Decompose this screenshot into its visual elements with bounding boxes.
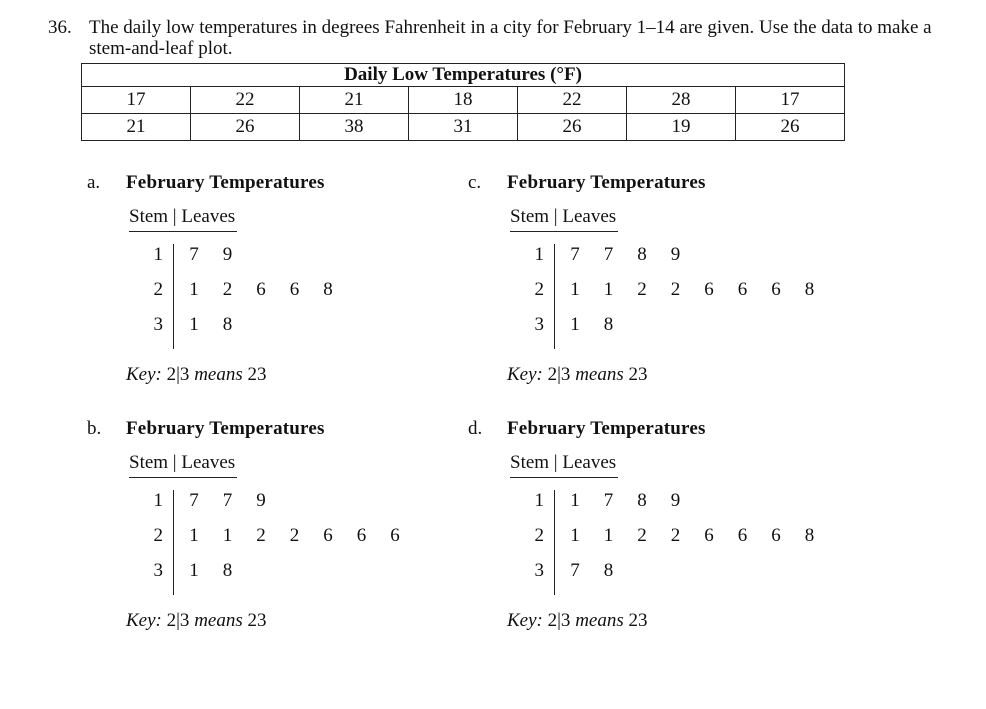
stem-value: 2	[153, 279, 163, 300]
option-letter: a.	[87, 172, 101, 193]
key-value: 2|3	[166, 610, 190, 631]
stem-value: 1	[534, 244, 544, 265]
table-cell: 17	[82, 87, 191, 114]
key-result: 23	[628, 610, 648, 631]
stem-value: 3	[153, 314, 163, 335]
table-cell: 22	[518, 87, 627, 114]
table-cell: 38	[300, 114, 409, 141]
plot-title: February Temperatures	[507, 418, 706, 439]
leaf-value: 1	[570, 279, 580, 300]
key-result: 23	[628, 364, 648, 385]
leaf-value: 2	[670, 525, 681, 546]
stem-value: 2	[534, 279, 544, 300]
leaf-value: 6	[771, 525, 781, 546]
leaf-value: 8	[804, 279, 815, 300]
leaf-value: 6	[390, 525, 400, 546]
leaf-value: 7	[603, 490, 614, 511]
table-cell: 17	[736, 87, 845, 114]
plot-row	[526, 560, 866, 584]
key-means: means	[194, 364, 243, 385]
option-b[interactable]	[87, 418, 487, 648]
stem-leaf-plot	[526, 490, 866, 595]
stem-value: 1	[153, 244, 163, 265]
option-letter: c.	[468, 172, 482, 193]
option-d[interactable]	[468, 418, 868, 648]
leaf-value: 7	[603, 244, 614, 265]
question-number: 36.	[48, 17, 72, 38]
leaf-value: 7	[189, 490, 199, 511]
stem-value: 3	[534, 314, 544, 335]
table-cell: 21	[300, 87, 409, 114]
key-label: Key:	[507, 610, 543, 631]
table-cell: 26	[518, 114, 627, 141]
temperature-table	[81, 63, 845, 141]
leaf-value: 8	[323, 279, 333, 300]
leaf-value: 1	[189, 279, 199, 300]
leaf-value: 1	[189, 525, 199, 546]
table-title: Daily Low Temperatures (°F)	[82, 64, 845, 87]
table-cell: 26	[736, 114, 845, 141]
leaf-value: 6	[737, 525, 748, 546]
key-result: 23	[247, 610, 267, 631]
stem-value: 2	[534, 525, 544, 546]
plot-title: February Temperatures	[126, 418, 325, 439]
leaf-value: 1	[189, 314, 199, 335]
table-row	[82, 87, 845, 114]
key-label: Key:	[126, 364, 162, 385]
leaf-value: 6	[737, 279, 748, 300]
table-cell: 28	[627, 87, 736, 114]
table-cell: 26	[191, 114, 300, 141]
plot-row	[526, 525, 866, 549]
option-letter: d.	[468, 418, 483, 439]
table-cell: 31	[409, 114, 518, 141]
stem-leaf-plot	[526, 244, 866, 349]
plot-row	[526, 279, 866, 303]
key-result: 23	[247, 364, 267, 385]
key-value: 2|3	[547, 364, 571, 385]
plot-key	[126, 364, 267, 386]
table-cell: 18	[409, 87, 518, 114]
leaf-value: 2	[637, 525, 647, 546]
plot-header: Stem | Leaves	[510, 452, 618, 478]
stem-leaf-plot	[145, 244, 485, 349]
leaf-value: 8	[603, 560, 614, 581]
key-value: 2|3	[547, 610, 571, 631]
leaf-value: 1	[603, 525, 614, 546]
plot-row	[526, 244, 866, 268]
leaf-value: 2	[670, 279, 681, 300]
key-means: means	[575, 364, 624, 385]
leaf-value: 8	[804, 525, 815, 546]
plot-key	[507, 610, 648, 632]
leaf-value: 1	[189, 560, 199, 581]
leaf-value: 8	[603, 314, 614, 335]
option-a[interactable]	[87, 172, 487, 402]
leaf-value: 1	[570, 525, 580, 546]
leaf-value: 9	[222, 244, 233, 265]
plot-key	[126, 610, 267, 632]
leaf-value: 9	[670, 490, 681, 511]
stem-value: 1	[153, 490, 163, 511]
table-cell: 19	[627, 114, 736, 141]
leaf-value: 1	[570, 490, 580, 511]
plot-header: Stem | Leaves	[510, 206, 618, 232]
key-means: means	[575, 610, 624, 631]
plot-row	[145, 279, 485, 303]
leaf-value: 6	[289, 279, 300, 300]
plot-row	[145, 244, 485, 268]
plot-title: February Temperatures	[126, 172, 325, 193]
leaf-value: 2	[637, 279, 647, 300]
leaf-value: 8	[637, 244, 647, 265]
key-label: Key:	[126, 610, 162, 631]
plot-row	[526, 314, 866, 338]
table-cell: 21	[82, 114, 191, 141]
stem-value: 1	[534, 490, 544, 511]
leaf-value: 6	[323, 525, 333, 546]
leaf-value: 2	[256, 525, 266, 546]
stem-leaf-plot	[145, 490, 485, 595]
leaf-value: 7	[570, 560, 580, 581]
leaf-value: 1	[222, 525, 233, 546]
plot-row	[145, 525, 485, 549]
leaf-value: 2	[289, 525, 300, 546]
stem-value: 3	[534, 560, 544, 581]
option-letter: b.	[87, 418, 102, 439]
leaf-value: 6	[771, 279, 781, 300]
plot-row	[145, 560, 485, 584]
table-cell: 22	[191, 87, 300, 114]
stem-value: 2	[153, 525, 163, 546]
leaf-value: 6	[256, 279, 266, 300]
question-text: The daily low temperatures in degrees Fahrenheit in a city for February 1–14 are given. Use the data to make a stem-and-leaf plot.	[89, 17, 932, 59]
plot-row	[145, 490, 485, 514]
leaf-value: 6	[356, 525, 367, 546]
key-label: Key:	[507, 364, 543, 385]
leaf-value: 8	[637, 490, 647, 511]
leaf-value: 1	[570, 314, 580, 335]
leaf-value: 8	[222, 314, 233, 335]
option-c[interactable]	[468, 172, 868, 402]
key-means: means	[194, 610, 243, 631]
leaf-value: 8	[222, 560, 233, 581]
table-row	[82, 114, 845, 141]
stem-value: 3	[153, 560, 163, 581]
key-value: 2|3	[166, 364, 190, 385]
leaf-value: 1	[603, 279, 614, 300]
plot-header: Stem | Leaves	[129, 206, 237, 232]
plot-header: Stem | Leaves	[129, 452, 237, 478]
leaf-value: 6	[704, 525, 714, 546]
plot-title: February Temperatures	[507, 172, 706, 193]
leaf-value: 2	[222, 279, 233, 300]
leaf-value: 7	[189, 244, 199, 265]
leaf-value: 9	[670, 244, 681, 265]
leaf-value: 9	[256, 490, 266, 511]
plot-key	[507, 364, 648, 386]
leaf-value: 7	[222, 490, 233, 511]
leaf-value: 7	[570, 244, 580, 265]
plot-row	[145, 314, 485, 338]
plot-row	[526, 490, 866, 514]
leaf-value: 6	[704, 279, 714, 300]
